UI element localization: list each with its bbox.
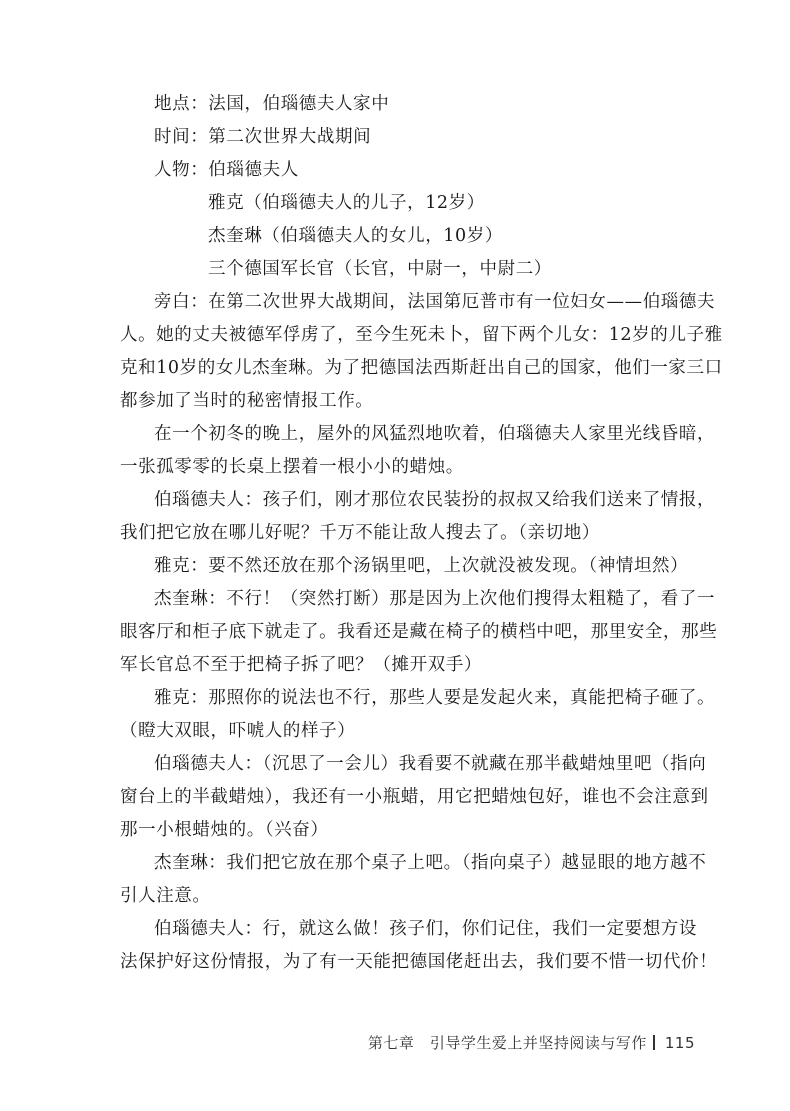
character-jacques: 雅克（伯瑙德夫人的儿子，12岁） [208,193,485,213]
dialogue-line: 杰奎琳：不行！（突然打断）那是因为上次他们搜得太粗糙了，看了一 [154,589,716,609]
scene-description-line: 在一个初冬的晚上，屋外的风猛烈地吹着，伯瑙德夫人家里光线昏暗， [154,424,716,444]
narration-line: 旁白：在第二次世界大战期间，法国第厄普市有一位妇女——伯瑙德夫 [154,292,716,312]
narration-line: 克和10岁的女儿杰奎琳。为了把德国法西斯赶出自己的国家，他们一家三口 [120,358,723,378]
dialogue-line: 伯瑙德夫人：孩子们，刚才那位农民装扮的叔叔又给我们送来了情报， [154,490,716,510]
dialogue-line: 窗台上的半截蜡烛），我还有一小瓶蜡，用它把蜡烛包好，谁也不会注意到 [120,787,709,807]
dialogue-line: 我们把它放在哪儿好呢？千万不能让敌人搜去了。（亲切地） [120,523,600,543]
character-jacqueline: 杰奎琳（伯瑙德夫人的女儿，10岁） [208,226,503,246]
narration-line: 都参加了当时的秘密情报工作。 [120,391,374,411]
dialogue-line: 法保护好这份情报，为了有一天能把德国佬赶出去，我们要不惜一切代价！ [120,952,718,972]
dialogue-line: 杰奎琳：我们把它放在那个桌子上吧。（指向桌子）越显眼的地方越不 [154,853,707,873]
page-footer [120,1032,695,1053]
scene-description-line: 一张孤零零的长桌上摆着一根小小的蜡烛。 [120,457,464,477]
narration-line: 人。她的丈夫被德军俘虏了，至今生死未卜，留下两个儿女：12岁的儿子雅 [120,325,723,345]
dialogue-line: 那一小根蜡烛的。（兴奋） [120,820,329,840]
chapter-title: 第七章 引导学生爱上并坚持阅读与写作 [367,1034,647,1052]
characters-heading: 人物：伯瑙德夫人 [154,160,299,180]
character-officers: 三个德国军长官（长官，中尉一，中尉二） [208,259,552,279]
setting-location: 地点：法国，伯瑙德夫人家中 [154,94,390,114]
dialogue-line: 军长官总不至于把椅子拆了吧？（摊开双手） [120,655,482,675]
dialogue-line: 引人注意。 [120,886,211,906]
dialogue-line: 眼客厅和柜子底下就走了。我看还是藏在椅子的横档中吧，那里安全，那些 [120,622,718,642]
setting-time: 时间：第二次世界大战期间 [154,127,372,147]
footer-divider [653,1035,655,1050]
dialogue-line: （瞪大双眼，吓唬人的样子） [120,721,356,741]
dialogue-line: 伯瑙德夫人：（沉思了一会儿）我看要不就藏在那半截蜡烛里吧（指向 [154,754,707,774]
play-script-text [120,88,723,979]
dialogue-line: 雅克：那照你的说法也不行，那些人要是发起火来，真能把椅子砸了。 [154,688,716,708]
dialogue-line: 雅克：要不然还放在那个汤锅里吧，上次就没被发现。（神情坦然） [154,556,689,576]
page-number: 115 [664,1034,695,1052]
dialogue-line: 伯瑙德夫人：行，就这么做！孩子们，你们记住，我们一定要想方设 [154,919,697,939]
